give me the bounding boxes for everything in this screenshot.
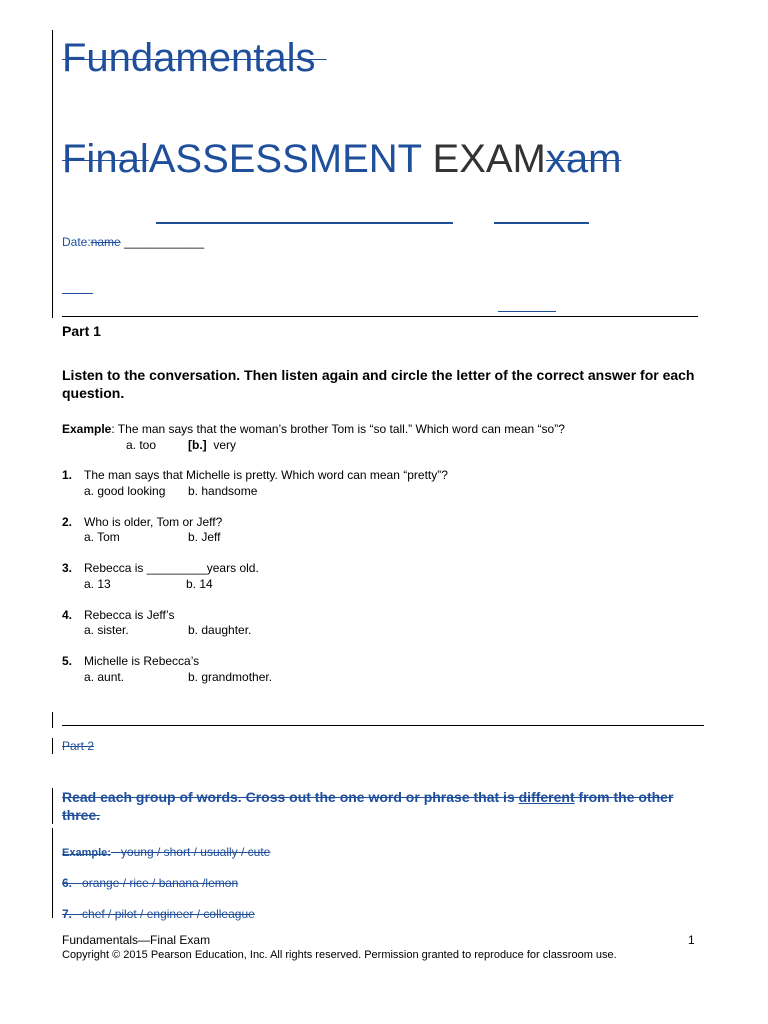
title-exam: EXAM — [432, 137, 546, 181]
option-b: b. grandmother. — [188, 670, 273, 684]
question-number: 3. — [62, 561, 73, 575]
example-option-a: a. too — [126, 438, 157, 452]
date-blank: ____________ — [124, 235, 205, 249]
part2-instructions — [62, 788, 692, 824]
part2-example-text: young / short / usually / cute — [110, 845, 271, 859]
example-option-b-text: very — [213, 438, 236, 452]
item-text: chef / pilot / engineer / colleague — [72, 907, 255, 921]
question-text: Who is older, Tom or Jeff? — [84, 515, 223, 529]
option-a: a. sister. — [84, 623, 129, 637]
part2-example-label: Example: — [62, 847, 111, 859]
item-text: orange / rice / banana /lemon — [72, 876, 239, 890]
option-b: b. daughter. — [188, 623, 252, 637]
option-a: a. good looking — [84, 484, 166, 498]
question-number: 2. — [62, 515, 73, 529]
option-b: b. Jeff — [188, 530, 221, 544]
option-b: b. 14 — [186, 577, 213, 591]
change-bar — [52, 712, 53, 728]
date-field — [62, 235, 204, 249]
question-number: 1. — [62, 468, 73, 482]
part2-instructions-text-end: from the other three. — [62, 789, 674, 823]
header-separator-blue — [498, 311, 556, 312]
part2-item-7 — [62, 907, 255, 921]
title-assessment: ASSESSMENT — [148, 137, 422, 181]
question-number: 4. — [62, 608, 73, 622]
example-text: : The man says that the woman’s brother Tom is “so tall.” Which word can mean “so”? — [111, 422, 565, 436]
part2-heading: Part 2 — [62, 739, 95, 753]
title-fundamentals: Fundamentals — [62, 36, 316, 80]
change-bar — [52, 738, 53, 754]
option-b: b. handsome — [188, 484, 258, 498]
example-option-b — [188, 437, 236, 453]
question-text: Michelle is Rebecca’s — [84, 654, 200, 668]
part2-instructions-text: Read each group of words. Cross out the one word or phrase that is — [62, 789, 519, 805]
change-bar — [52, 828, 53, 918]
part1-heading: Part 1 — [62, 323, 101, 339]
document-title-line1 — [62, 36, 327, 81]
part2-example — [62, 845, 270, 859]
change-bar — [52, 788, 53, 824]
page-number: 1 — [688, 933, 695, 947]
part2-item-6 — [62, 876, 238, 890]
header-separator — [62, 316, 698, 317]
example-question — [62, 421, 722, 437]
part2-instructions-underlined: different — [518, 789, 575, 805]
date-label: Date: — [62, 235, 91, 249]
title-final-struck: Final — [62, 137, 149, 181]
option-a: a. aunt. — [84, 670, 125, 684]
change-bar — [52, 30, 53, 318]
question-text: Rebecca is Jeff’s — [84, 608, 175, 622]
option-a: a. 13 — [84, 577, 111, 591]
question-text: The man says that Michelle is pretty. Which word can mean “pretty”? — [84, 468, 448, 482]
name-blank-line — [156, 222, 453, 224]
date-blank-line — [494, 222, 589, 224]
example-option-b-marker: [b.] — [188, 438, 207, 452]
item-number: 6. — [62, 876, 73, 890]
item-number: 7. — [62, 907, 73, 921]
question-text: Rebecca is _________years old. — [84, 561, 259, 575]
question-number: 5. — [62, 654, 73, 668]
short-blue-rule — [62, 293, 93, 294]
footer-title: Fundamentals—Final Exam — [62, 933, 211, 947]
option-a: a. Tom — [84, 530, 120, 544]
section-separator — [62, 725, 704, 726]
part1-instructions: Listen to the conversation. Then listen again and circle the letter of the correct answer for each question. — [62, 367, 695, 401]
title-xam-struck: xam — [545, 137, 622, 181]
copyright-notice: Copyright © 2015 Pearson Education, Inc. All rights reserved. Permission granted to reproduce for classroom use. — [62, 949, 617, 961]
example-label: Example — [62, 422, 112, 436]
document-title-line2 — [62, 137, 621, 182]
name-label-struck: name — [90, 235, 121, 249]
